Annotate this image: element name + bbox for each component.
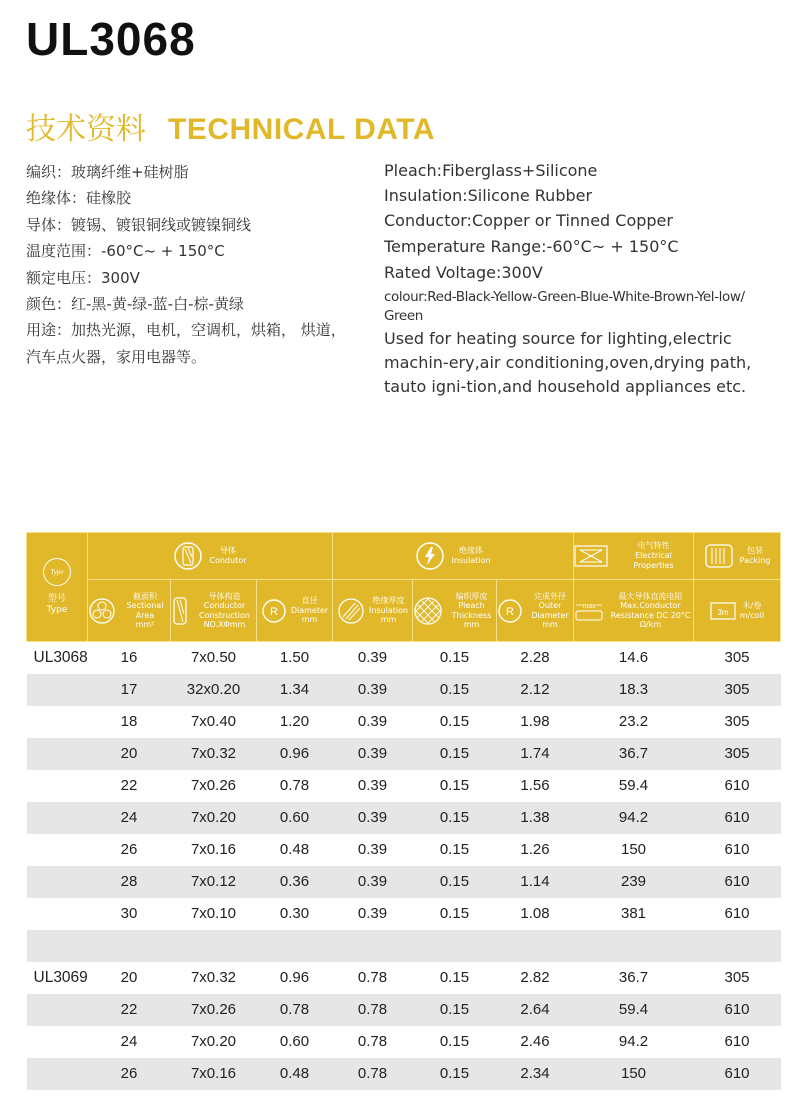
type-badge-icon: Type (43, 558, 71, 586)
cell-construction: 7x0.50 (190, 649, 237, 667)
cell-diameter (257, 930, 333, 962)
resistance-cn: 最大导体直流电阻 (618, 591, 683, 601)
cell-packing: 610 (694, 1058, 781, 1090)
packing-header (694, 580, 781, 642)
svg-text:max: max (582, 602, 596, 610)
spec-cn-pleach: 编织：玻璃纤维+硅树脂 (26, 163, 189, 181)
cell-diameter: 0.60 (279, 1033, 310, 1050)
pleach-thickness-header (413, 580, 497, 642)
cell-diameter: 0.78 (257, 994, 333, 1026)
cell-awg: 20 (120, 969, 138, 986)
table-row (27, 802, 781, 834)
cell-ins: 0.78 (333, 994, 413, 1026)
cell-resistance: 59.4 (618, 777, 649, 794)
cell-type: UL3069 (33, 968, 88, 986)
table-row (27, 866, 781, 898)
insulation-group-header (333, 533, 574, 580)
cell-resistance: 94.2 (574, 802, 694, 834)
cell-resistance: 36.7 (618, 969, 649, 986)
cell-ins (333, 930, 413, 962)
cell-ins: 0.39 (357, 905, 388, 922)
cell-packing: 610 (724, 905, 750, 922)
table-row (27, 1026, 781, 1058)
cell-diameter: 0.60 (257, 802, 333, 834)
cell-awg: 22 (120, 777, 138, 794)
cell-pleach: 0.15 (439, 969, 470, 986)
cell-construction (171, 930, 257, 962)
cell-outer: 1.26 (520, 841, 550, 858)
cell-diameter: 1.20 (279, 713, 310, 730)
cell-outer: 1.08 (520, 905, 550, 922)
cell-packing: 610 (724, 1033, 750, 1050)
spec-en-temperature: Temperature Range:-60°C~ + 150°C (384, 237, 679, 256)
outer-diameter-header (497, 580, 574, 642)
cell-outer: 1.56 (520, 777, 550, 794)
braid-mesh-icon (413, 596, 443, 626)
cell-construction: 7x0.40 (190, 713, 237, 730)
resistance-unit: Ω/km (639, 620, 662, 629)
cell-outer: 2.34 (497, 1058, 574, 1090)
conductor-group-header (88, 533, 333, 580)
cell-pleach: 0.15 (413, 994, 497, 1026)
cell-ins: 0.39 (357, 713, 388, 730)
cell-diameter: 0.78 (279, 777, 310, 794)
spec-cn-insulation: 绝缘体：硅橡胶 (26, 189, 132, 208)
cell-construction: 7x0.32 (190, 969, 237, 986)
spec-en-use: Used for heating source for lighting,electric machin-ery,air conditioning,oven,drying path, tauto igni-tion,and household appliances etc. (384, 329, 752, 396)
cell-resistance: 381 (621, 905, 647, 922)
spec-cn-voltage: 额定电压：300V (26, 268, 140, 287)
electrical-group-header (574, 533, 694, 580)
cell-resistance: 94.2 (618, 1033, 649, 1050)
cell-diameter: 0.96 (279, 969, 310, 986)
outer-diameter-cn: 完成外径 (534, 591, 567, 601)
table-row (27, 994, 781, 1026)
cell-pleach: 0.15 (413, 674, 497, 706)
type-header-cn: 型号 (47, 594, 66, 604)
packing-en: m/coil (739, 610, 765, 620)
area-header-unit: mm² (135, 620, 155, 629)
packing-coil-icon (704, 543, 734, 569)
cell-ins: 0.78 (333, 1058, 413, 1090)
diameter-r-icon (261, 598, 287, 624)
insulation-lightning-icon (415, 541, 445, 571)
spec-en-pleach: Pleach:Fiberglass+Silicone (384, 161, 598, 180)
construction-header (171, 580, 257, 642)
cell-diameter: 0.36 (257, 866, 333, 898)
cell-type (27, 866, 88, 898)
cell-construction: 7x0.32 (171, 738, 257, 770)
cell-resistance: 14.6 (618, 649, 649, 667)
conductor-group-en: Condutor (209, 556, 247, 565)
area-header-cn: 截面积 (133, 591, 157, 601)
cell-packing: 610 (724, 777, 750, 794)
cell-construction: 7x0.26 (171, 994, 257, 1026)
cell-outer: 1.74 (497, 738, 574, 770)
cell-resistance: 23.2 (618, 713, 649, 730)
spec-cn-use-cont: 汽车点火器，家用电器等。 (26, 347, 207, 366)
diameter-header-unit: mm (301, 615, 318, 625)
table-row (27, 642, 781, 674)
cell-diameter: 0.30 (279, 905, 310, 922)
cell-resistance: 150 (621, 841, 647, 858)
cell-pleach: 0.15 (413, 802, 497, 834)
cell-pleach: 0.15 (413, 866, 497, 898)
packing-group-cn: 包装 (747, 546, 764, 555)
insulation-thickness-cn: 绝缘厚度 (372, 596, 405, 606)
cell-awg: 28 (88, 866, 171, 898)
cell-diameter: 0.48 (257, 1058, 333, 1090)
cell-pleach: 0.15 (413, 738, 497, 770)
cell-ins: 0.78 (357, 969, 388, 986)
cell-packing (694, 930, 781, 962)
cell-pleach: 0.15 (439, 841, 470, 858)
cell-resistance: 36.7 (574, 738, 694, 770)
construction-header-unit: NO.XΦmm (203, 620, 246, 629)
cell-pleach: 0.15 (439, 649, 470, 667)
table-row (27, 706, 781, 738)
electrical-group-cn: 电气特性 (637, 541, 670, 550)
cell-pleach (413, 930, 497, 962)
cell-type (27, 898, 88, 930)
cell-type (27, 738, 88, 770)
cell-outer: 2.28 (520, 649, 550, 667)
pleach-thickness-cn: 编织厚度 (455, 591, 488, 601)
spec-cn-conductor: 导体：镀锡、镀银铜线或镀镍铜线 (26, 215, 252, 234)
packing-group-header (694, 533, 781, 580)
cell-diameter: 1.50 (279, 649, 310, 667)
svg-text:R: R (506, 605, 514, 618)
cell-resistance: 59.4 (574, 994, 694, 1026)
insulation-group-cn: 绝缘体 (459, 546, 484, 555)
cell-resistance: 150 (574, 1058, 694, 1090)
cell-packing: 610 (694, 994, 781, 1026)
cell-outer: 2.46 (520, 1033, 550, 1050)
technical-data-table (26, 532, 781, 1090)
packing-group-en: Packing (739, 556, 771, 565)
cell-outer: 2.82 (520, 969, 550, 986)
cell-packing: 305 (694, 674, 781, 706)
cell-resistance (574, 930, 694, 962)
cell-awg: 24 (120, 1033, 138, 1050)
cell-ins: 0.78 (357, 1033, 388, 1050)
insulation-thickness-header (333, 580, 413, 642)
max-resistance-icon (574, 599, 604, 623)
svg-text:R: R (269, 605, 278, 618)
cell-outer (497, 930, 574, 962)
insulation-group-en: Insulation (451, 556, 491, 565)
spec-cn-use: 用途：加热光源，电机，空调机，烘箱， 烘道， (26, 321, 346, 340)
cell-diameter: 1.34 (257, 674, 333, 706)
diameter-header-en: Diameter (290, 605, 329, 615)
cell-outer: 2.12 (497, 674, 574, 706)
conductor-wire-icon (173, 541, 203, 571)
diameter-header-cn: 直径 (301, 596, 318, 606)
cell-packing: 610 (724, 841, 750, 858)
conductor-group-cn: 导体 (220, 546, 236, 555)
cell-type (27, 706, 88, 738)
resistance-en: Max.Conductor Resistance DC 20°C (610, 601, 691, 620)
cell-awg: 30 (120, 905, 138, 922)
spec-cn-temperature: 温度范围：-60°C~ + 150°C (26, 242, 225, 261)
electrical-group-en: Electrical Properties (633, 551, 674, 570)
section-title-en: TECHNICAL DATA (168, 113, 435, 146)
cell-type (27, 930, 88, 962)
outer-diameter-unit: mm (542, 620, 558, 629)
cell-ins: 0.39 (333, 674, 413, 706)
cell-construction: 7x0.16 (190, 841, 237, 858)
table-row (27, 962, 781, 994)
cell-type (27, 1026, 88, 1058)
diameter-header (257, 580, 333, 642)
cell-outer: 2.64 (497, 994, 574, 1026)
spec-list-en (384, 158, 784, 399)
table-row (27, 898, 781, 930)
coil-length-icon (710, 602, 736, 620)
svg-text:3m: 3m (717, 607, 729, 617)
cell-construction: 7x0.16 (171, 1058, 257, 1090)
cell-construction: 7x0.10 (190, 905, 237, 922)
cell-awg: 22 (88, 994, 171, 1026)
spec-en-colour: colour:Red-Black-Yellow-Green-Blue-White-Brown-Yel-low/ Green (384, 289, 745, 324)
cell-construction: 7x0.20 (190, 1033, 237, 1050)
cross-section-icon (88, 597, 116, 625)
cell-awg: 18 (120, 713, 138, 730)
cell-ins: 0.39 (333, 802, 413, 834)
spec-en-voltage: Rated Voltage:300V (384, 263, 543, 282)
cell-pleach: 0.15 (439, 1033, 470, 1050)
cell-ins: 0.39 (333, 866, 413, 898)
insulation-layer-icon (337, 597, 365, 625)
strand-wire-icon (171, 596, 189, 626)
cell-construction: 7x0.12 (171, 866, 257, 898)
cell-ins: 0.39 (357, 649, 388, 667)
cell-type (27, 1058, 88, 1090)
cell-outer: 1.98 (520, 713, 550, 730)
cell-awg: 26 (88, 1058, 171, 1090)
cell-awg: 24 (88, 802, 171, 834)
table-body (27, 642, 781, 1090)
cell-awg: 26 (120, 841, 138, 858)
pleach-thickness-unit: mm (463, 620, 480, 629)
area-header-en: Sectional Area (126, 601, 164, 620)
cell-type (27, 770, 88, 802)
cell-awg: 20 (88, 738, 171, 770)
section-title-cn: 技术资料 (26, 112, 146, 147)
table-row (27, 674, 781, 706)
resistance-header (574, 580, 694, 642)
area-header (88, 580, 171, 642)
cell-type: UL3068 (33, 648, 88, 666)
technical-data-table-wrap (26, 532, 780, 1090)
cell-type (27, 834, 88, 866)
cell-pleach: 0.15 (439, 905, 470, 922)
cell-outer: 1.14 (497, 866, 574, 898)
cell-awg: 17 (88, 674, 171, 706)
packing-cn: 米/卷 (742, 601, 762, 610)
cell-pleach: 0.15 (413, 1058, 497, 1090)
cell-packing: 305 (724, 649, 750, 667)
insulation-thickness-unit: mm (380, 615, 397, 625)
cell-awg: 16 (120, 649, 138, 667)
insulation-thickness-en: Insulation (368, 605, 409, 615)
spec-cn-colour: 颜色：红-黑-黄-绿-蓝-白-棕-黄绿 (26, 295, 244, 314)
table-row (27, 834, 781, 866)
cell-packing: 610 (694, 802, 781, 834)
spec-list-cn (26, 159, 371, 370)
type-header-en: Type (46, 605, 68, 615)
pleach-thickness-en: Pleach Thickness (451, 601, 492, 620)
cell-diameter: 0.48 (279, 841, 310, 858)
cell-packing: 305 (694, 738, 781, 770)
cell-packing: 305 (724, 969, 750, 986)
electrical-hourglass-icon (574, 545, 608, 567)
construction-header-cn: 导体构造 (208, 591, 241, 601)
cell-pleach: 0.15 (439, 777, 470, 794)
cell-type (27, 994, 88, 1026)
cell-diameter: 0.96 (257, 738, 333, 770)
section-title (26, 104, 435, 148)
table-row (27, 738, 781, 770)
spec-en-insulation: Insulation:Silicone Rubber (384, 186, 593, 205)
outer-diameter-r-icon (497, 598, 523, 624)
cell-ins: 0.39 (333, 738, 413, 770)
cell-type (27, 674, 88, 706)
cell-construction: 7x0.26 (190, 777, 237, 794)
table-row (27, 1058, 781, 1090)
cell-construction: 7x0.20 (171, 802, 257, 834)
cell-packing: 305 (724, 713, 750, 730)
cell-packing: 610 (694, 866, 781, 898)
construction-header-en: Conductor Construction (199, 601, 250, 620)
cell-pleach: 0.15 (439, 713, 470, 730)
outer-diameter-en: Outer Diameter (531, 601, 569, 620)
cell-resistance: 18.3 (574, 674, 694, 706)
cell-type (27, 802, 88, 834)
table-row (27, 770, 781, 802)
cell-construction: 32x0.20 (171, 674, 257, 706)
cell-ins: 0.39 (357, 777, 388, 794)
spec-en-conductor: Conductor:Copper or Tinned Copper (384, 211, 673, 230)
page-title: UL3068 (26, 13, 196, 65)
cell-outer: 1.38 (497, 802, 574, 834)
cell-resistance: 239 (574, 866, 694, 898)
table-row (27, 930, 781, 962)
cell-awg (88, 930, 171, 962)
type-header (27, 533, 88, 642)
cell-ins: 0.39 (357, 841, 388, 858)
